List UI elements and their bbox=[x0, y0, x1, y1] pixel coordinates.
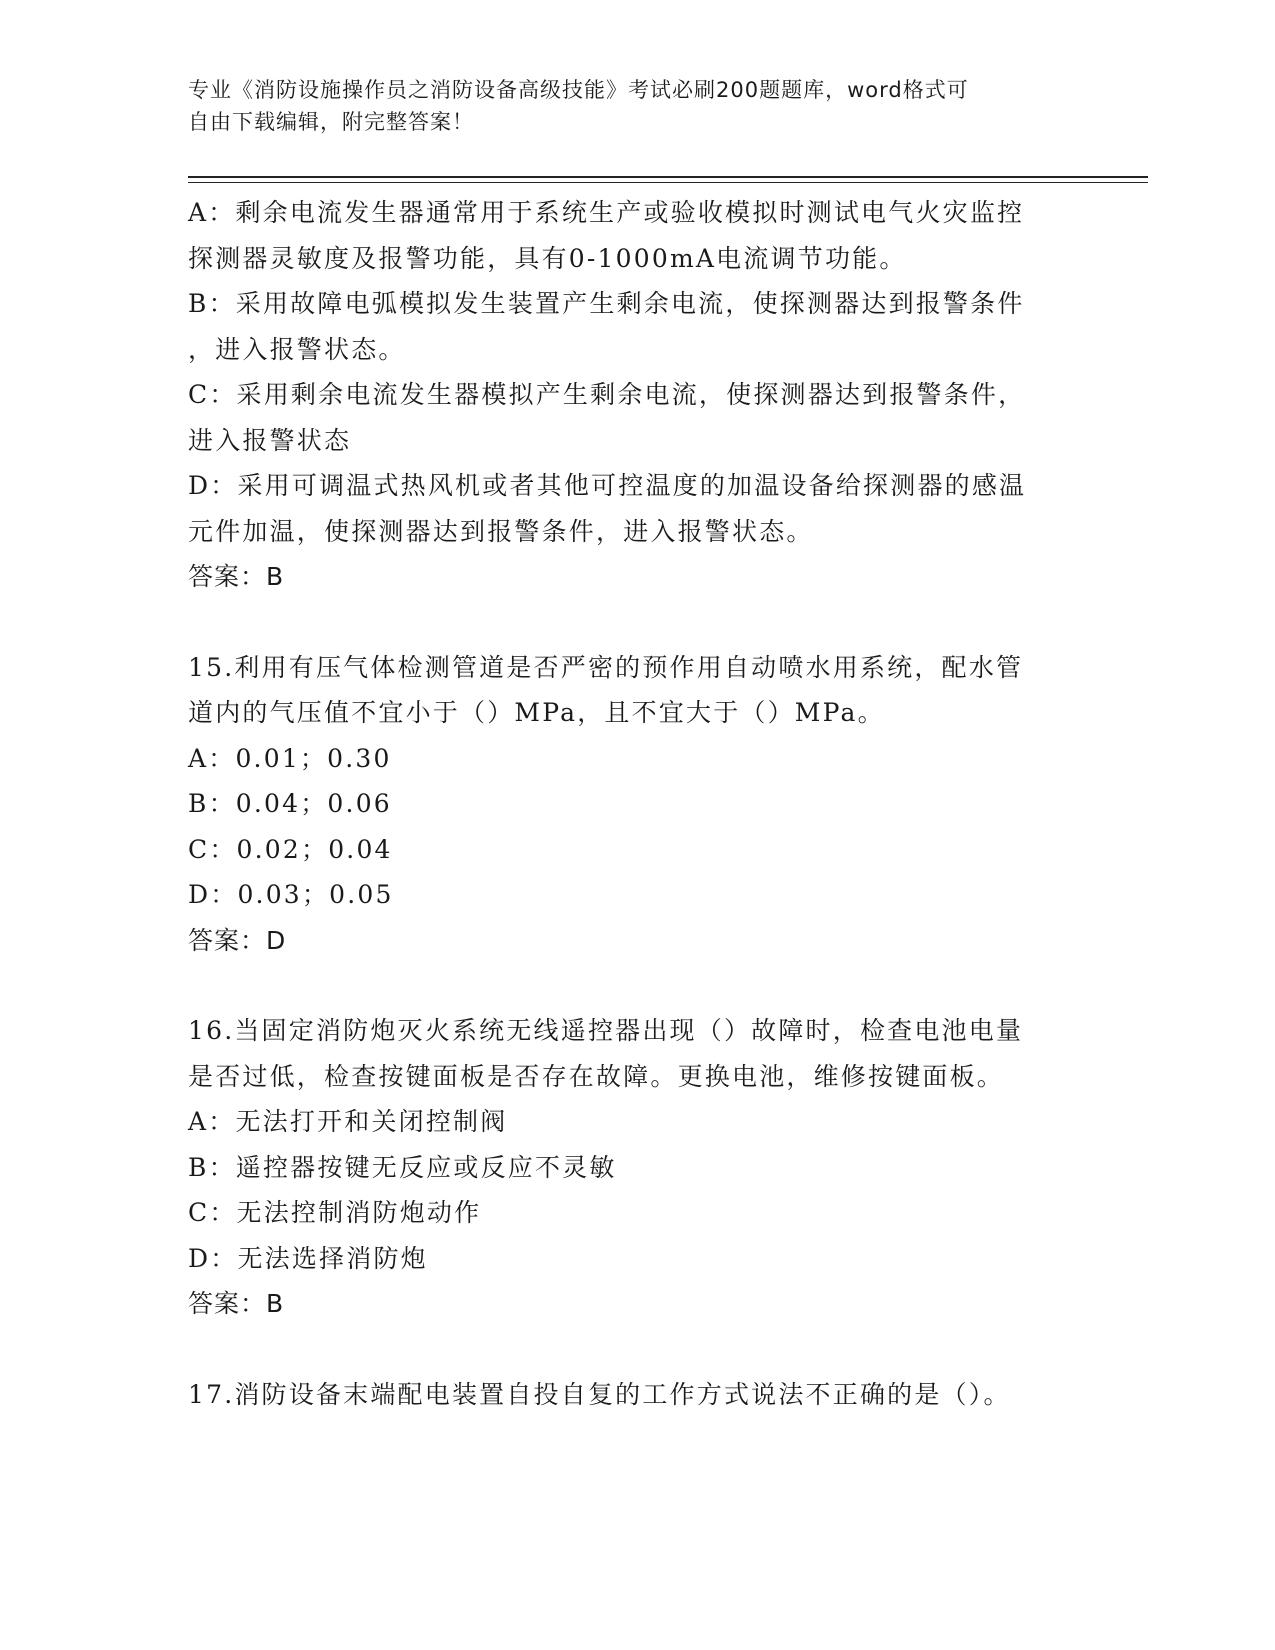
header-line-1: 专业《消防设施操作员之消防设备高级技能》考试必刷200题题库，word格式可 bbox=[188, 78, 969, 102]
question-stem-line-1: 16.当固定消防炮灭火系统无线遥控器出现（）故障时，检查电池电量 bbox=[188, 1016, 1024, 1045]
option-b-line-1: B：采用故障电弧模拟发生装置产生剩余电流，使探测器达到报警条件 bbox=[188, 289, 1025, 318]
header-rule-thin bbox=[188, 182, 1148, 183]
option-d-line-2: 元件加温，使探测器达到报警条件，进入报警状态。 bbox=[188, 516, 814, 546]
spacer bbox=[188, 963, 1088, 1008]
option-c: C：0.02；0.04 bbox=[188, 834, 393, 864]
question-stem-line-2: 是否过低，检查按键面板是否存在故障。更换电池，维修按键面板。 bbox=[188, 1061, 1005, 1091]
option-c: C：无法控制消防炮动作 bbox=[188, 1198, 482, 1227]
option-c-line-2: 进入报警状态 bbox=[188, 425, 352, 455]
answer: 答案：B bbox=[188, 562, 285, 591]
question-stem-line-2: 道内的气压值不宜小于（）MPa，且不宜大于（）MPa。 bbox=[188, 698, 885, 727]
option-c-line-1: C：采用剩余电流发生器模拟产生剩余电流，使探测器达到报警条件， bbox=[188, 380, 1026, 409]
option-d: D：无法选择消防炮 bbox=[188, 1243, 428, 1273]
question-14 bbox=[188, 190, 1088, 600]
question-content bbox=[188, 190, 1088, 1417]
option-b: B：0.04；0.06 bbox=[188, 789, 392, 818]
header-rule-thick bbox=[188, 176, 1148, 178]
question-15 bbox=[188, 645, 1088, 964]
question-16 bbox=[188, 1008, 1088, 1327]
option-a-line-2: 探测器灵敏度及报警功能，具有0-1000mA电流调节功能。 bbox=[188, 243, 907, 273]
document-header bbox=[188, 74, 1068, 138]
option-d: D：0.03；0.05 bbox=[188, 880, 394, 909]
header-line-2: 自由下载编辑，附完整答案！ bbox=[188, 110, 474, 134]
answer: 答案：D bbox=[188, 925, 287, 955]
option-a-line-1: A：剩余电流发生器通常用于系统生产或验收模拟时测试电气火灾监控 bbox=[188, 198, 1025, 227]
option-b-line-2: ，进入报警状态。 bbox=[188, 334, 406, 364]
answer: 答案：B bbox=[188, 1289, 285, 1318]
question-stem-line-1: 15.利用有压气体检测管道是否严密的预作用自动喷水用系统，配水管 bbox=[188, 652, 1024, 682]
spacer bbox=[188, 600, 1088, 645]
question-17 bbox=[188, 1372, 1088, 1418]
option-b: B：遥控器按键无反应或反应不灵敏 bbox=[188, 1152, 617, 1182]
option-a: A：0.01；0.30 bbox=[188, 743, 392, 773]
spacer bbox=[188, 1327, 1088, 1372]
question-stem-line-1: 17.消防设备末端配电装置自投自复的工作方式说法不正确的是（）。 bbox=[188, 1379, 1011, 1409]
option-d-line-1: D：采用可调温式热风机或者其他可控温度的加温设备给探测器的感温 bbox=[188, 471, 1027, 500]
option-a: A：无法打开和关闭控制阀 bbox=[188, 1107, 508, 1136]
